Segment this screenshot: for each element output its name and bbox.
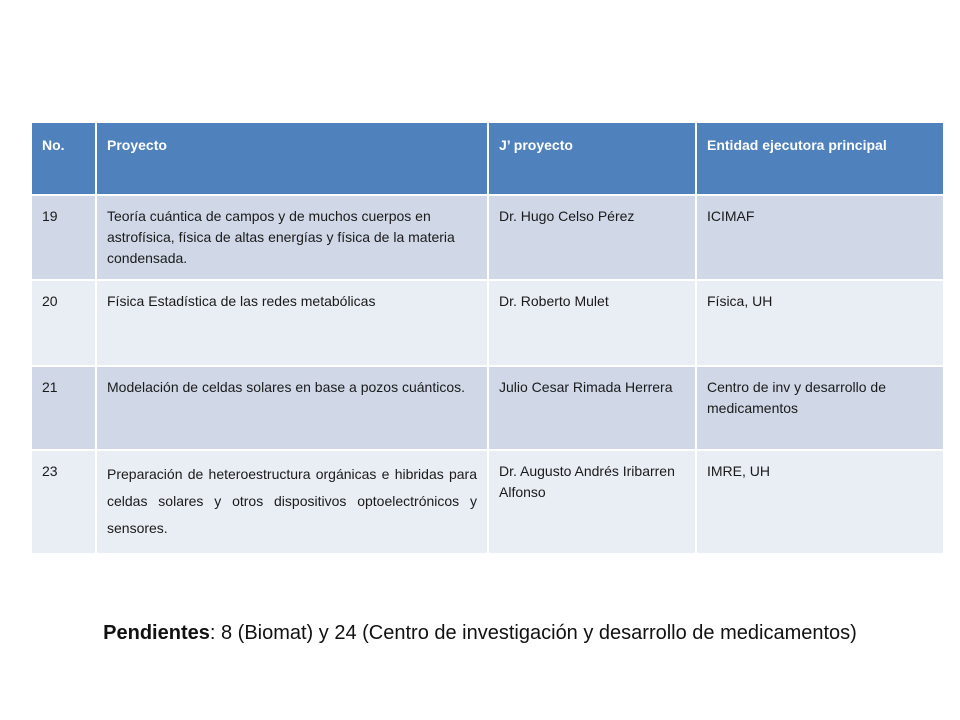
cell-no: 20 [32,280,96,366]
cell-no: 19 [32,195,96,280]
pending-label: Pendientes [103,622,210,644]
cell-no: 21 [32,366,96,450]
cell-proyecto: Modelación de celdas solares en base a pozos cuánticos. [96,366,488,450]
cell-jefe: Dr. Roberto Mulet [488,280,696,366]
cell-no: 23 [32,450,96,554]
header-no: No. [32,123,96,195]
header-proyecto: Proyecto [96,123,488,195]
cell-entidad: Centro de inv y desarrollo de medicamentos [696,366,944,450]
cell-jefe: Julio Cesar Rimada Herrera [488,366,696,450]
pending-note [0,622,960,645]
cell-proyecto: Preparación de heteroestructura orgánicas e hibridas para celdas solares y otros dispositivos optoelectrónicos y sensores. [96,450,488,554]
cell-entidad: ICIMAF [696,195,944,280]
header-entidad: Entidad ejecutora principal [696,123,944,195]
cell-proyecto: Teoría cuántica de campos y de muchos cuerpos en astrofísica, física de altas energías y física de la materia condensada. [96,195,488,280]
table-row [32,280,944,366]
cell-jefe: Dr. Augusto Andrés Iribarren Alfonso [488,450,696,554]
header-jefe-proyecto: J’ proyecto [488,123,696,195]
table-row [32,366,944,450]
table-header-row [32,123,944,195]
cell-entidad: IMRE, UH [696,450,944,554]
cell-entidad: Física, UH [696,280,944,366]
pending-text: : 8 (Biomat) y 24 (Centro de investigación y desarrollo de medicamentos) [209,622,857,644]
cell-proyecto: Física Estadística de las redes metabólicas [96,280,488,366]
cell-jefe: Dr. Hugo Celso Pérez [488,195,696,280]
table-row [32,450,944,554]
table-row [32,195,944,280]
projects-table [32,123,945,555]
